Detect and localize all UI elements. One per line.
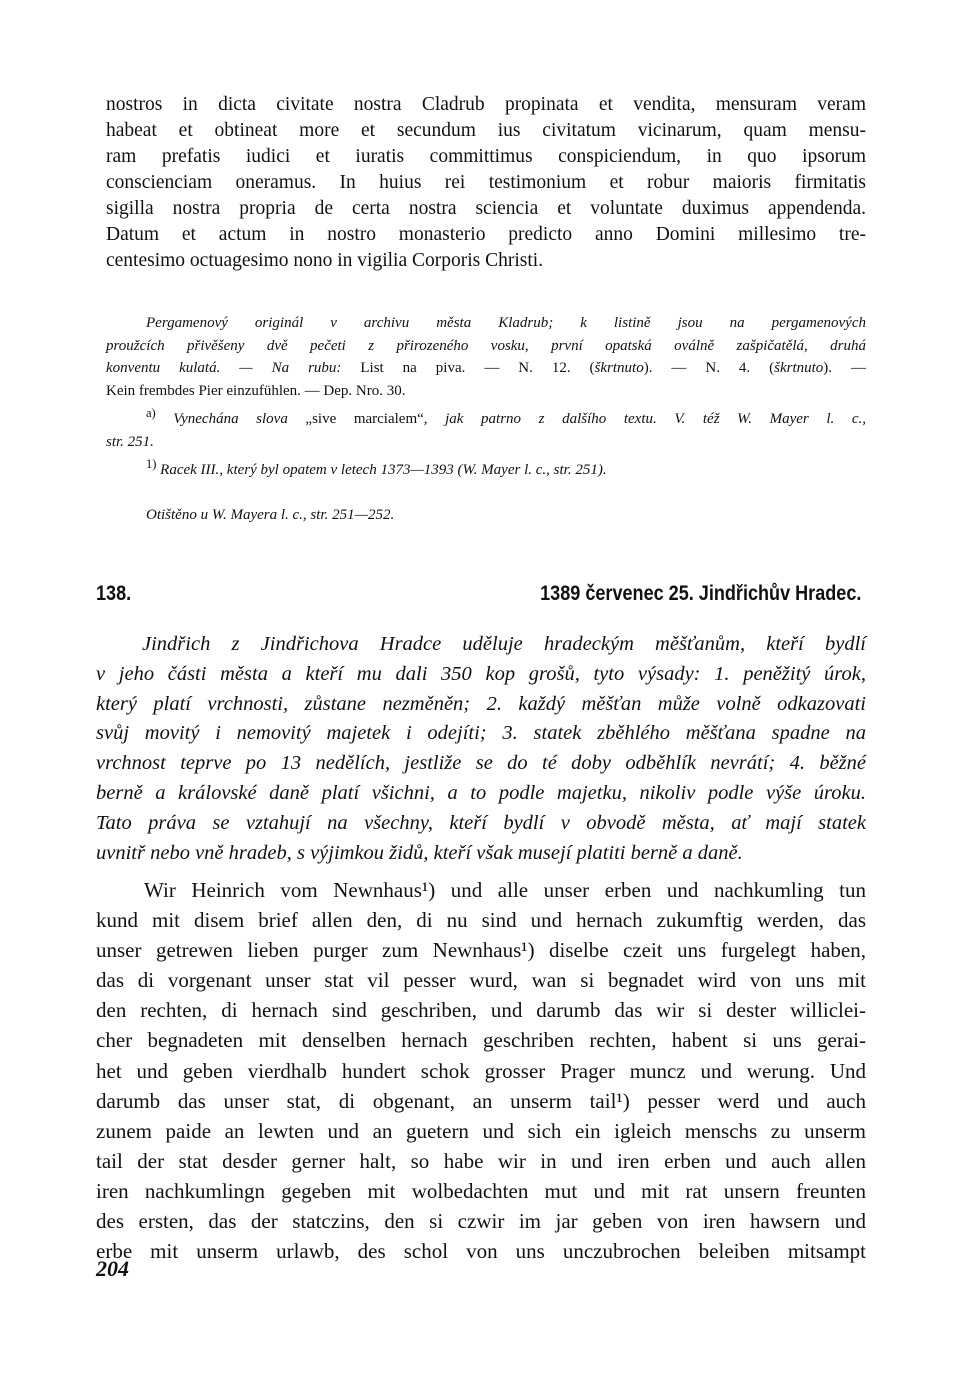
regest-line: svůj movitý i nemovitý majetek i odejíti; 3. statek zběhlého měšťana spadne na xyxy=(96,722,866,745)
text-line: den rechten, di hernach sind geschriben, und darumb das wir si dester williclei- xyxy=(96,998,866,1023)
text-line: erbe mit unserm urlawb, des schol von uns unczubrochen beleiben mitsampt xyxy=(96,1239,866,1264)
regest-line: který platí vrchnosti, zůstane nezměněn; 2. každý měšťan může volně odkazovati xyxy=(96,692,866,715)
note-text: List na piva. — N. 12. ( xyxy=(341,360,595,376)
footnote-a xyxy=(106,402,866,431)
german-charter-text xyxy=(96,875,866,1266)
footnote-a-continuation: str. 251. xyxy=(106,433,154,450)
archival-notes xyxy=(106,312,866,526)
text-line: het und geben vierdhalb hundert schok grosser Prager muncz und werung. Und xyxy=(96,1058,866,1083)
footnote-mark: a) xyxy=(146,406,156,420)
archive-note-line: Kein frembdes Pier einzufühlen. — Dep. Nro. 30. xyxy=(106,382,406,399)
footnote-mark: 1) xyxy=(146,457,157,471)
note-text: škrtnuto xyxy=(594,360,644,376)
text-line: kund mit disem brief allen den, di nu sind und hernach zukumftig werden, das xyxy=(96,908,866,933)
text-line: des ersten, das der statczins, den si czwir im jar geben von iren hawsern und xyxy=(96,1209,866,1234)
document-heading xyxy=(96,576,862,610)
note-text: škrtnuto xyxy=(774,360,824,376)
text-line: centesimo octuagesimo nono in vigilia Corporis Christi. xyxy=(106,250,544,271)
text-line: ram prefatis iudici et iuratis committimus conspiciendum, in quo ipsorum xyxy=(106,146,866,167)
note-text: Vynechána slova xyxy=(155,411,306,427)
note-text: ). — xyxy=(823,360,867,376)
regest-line: berně a královské daně platí všichni, a to podle majetku, nikoliv podle výše úroku. xyxy=(96,781,866,804)
document-date-place: 1389 červenec 25. Jindřichův Hradec. xyxy=(540,582,862,605)
text-line: iren nachkumlingn gegeben mit wolbedachten mut und mit rat unsern freunten xyxy=(96,1178,866,1203)
text-line: darumb das unser stat, di obgenant, an unserm tail¹) pesser werd und auch xyxy=(96,1088,866,1113)
regest-line: Tato práva se vztahují na všechny, kteří bydlí v obvodě města, ať mají statek xyxy=(96,811,866,834)
regest-line: vrchnost teprve po 13 nedělích, jestliže se do té doby odběhlík nevrátí; 4. běžné xyxy=(96,752,866,775)
archive-note-line: Pergamenový originál v archivu města Kladrub; k listině jsou na pergamenových xyxy=(146,315,866,331)
regest-line: uvnitř nebo vně hradeb, s výjimkou židů, kteří však musejí platiti berně a daně. xyxy=(96,841,743,864)
regest-line: v jeho části města a kteří mu dali 350 kop grošů, tyto výsady: 1. peněžitý úrok, xyxy=(96,662,866,685)
note-text: Racek III., který byl opatem v letech 1373—1393 (W. Mayer l. c., str. 251). xyxy=(156,462,607,478)
publication-note: Otištěno u W. Mayera l. c., str. 251—252. xyxy=(146,506,395,523)
text-line: tail der stat desder gerner halt, so habe wir in und iren erben und auch allen xyxy=(96,1148,866,1173)
text-line: sigilla nostra propria de certa nostra sciencia et voluntate duximus appendenda. xyxy=(106,198,866,219)
archive-note-line: proužcích přivěšeny dvě pečeti z přirozeného vosku, první opatská oválně zašpičatělá, druhá xyxy=(106,337,866,354)
text-line: zunem paide an lewten und an guetern und sich ein igleich menschs zu unserm xyxy=(96,1118,866,1143)
text-line: Datum et actum in nostro monasterio predicto anno Domini millesimo tre- xyxy=(106,224,866,245)
latin-charter-text xyxy=(106,92,866,274)
page-number: 204 xyxy=(96,1256,129,1281)
text-line: das di vorgenant unser stat vil pesser wurd, wan si begnadet wird von uns mit xyxy=(96,968,866,993)
regest-line: Jindřich z Jindřichova Hradce uděluje hradeckým měšťanům, kteří bydlí xyxy=(142,633,866,655)
text-line: nostros in dicta civitate nostra Cladrub propinata et vendita, mensuram veram xyxy=(106,94,866,115)
note-text: konventu kulatá. — Na rubu: xyxy=(106,360,342,376)
text-line: unser getrewen lieben purger zum Newnhaus¹) diselbe czeit uns furgelegt haben, xyxy=(96,938,866,963)
note-text: „sive marcialem“ xyxy=(305,411,424,427)
note-text: , jak patrno z dalšího textu. V. též W. Mayer l. c., xyxy=(423,411,867,427)
text-line: habeat et obtineat more et secundum ius civitatum vicinarum, quam mensu- xyxy=(106,120,866,141)
text-line: conscienciam oneramus. In huius rei testimonium et robur maioris firmitatis xyxy=(106,172,866,193)
text-line: Wir Heinrich vom Newnhaus¹) und alle unser erben und nachkumling tun xyxy=(144,878,866,902)
note-text: ). — N. 4. ( xyxy=(643,360,775,376)
archive-note-line xyxy=(106,357,866,380)
regest-summary xyxy=(96,630,866,868)
text-line: cher begnadeten mit denselben hernach geschriben rechten, habent si uns gerai- xyxy=(96,1028,866,1053)
document-number: 138. xyxy=(96,582,132,605)
footnote-1 xyxy=(106,453,866,482)
